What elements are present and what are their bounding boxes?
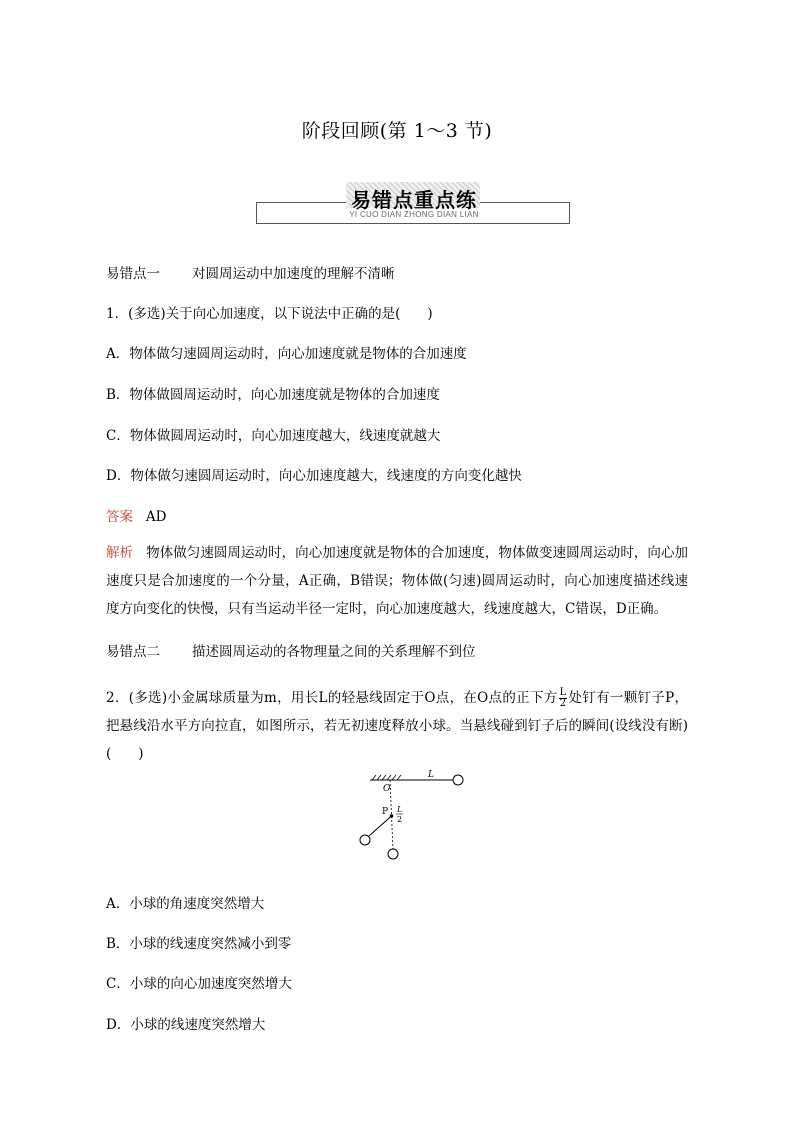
section-heading-1 [106, 262, 395, 282]
label-l: L [428, 770, 434, 780]
analysis-paragraph [106, 539, 688, 623]
fraction-numerator: L [559, 687, 567, 698]
section-heading-2 [106, 640, 476, 660]
analysis-text: 物体做匀速圆周运动时，向心加速度就是物体的合加速度，物体做变速圆周运动时，向心加速度只是合加速度的一个分量，A正确，B错误；物体做(匀速)圆周运动时，向心加速度描述线速度方向变化的快慢，只有当运动半径一定时，向心加速度越大，线速度越大，C错误，D正确。 [106, 545, 689, 617]
swinging-string [369, 816, 392, 836]
label-half-denominator: 2 [397, 815, 403, 824]
fraction-denominator: 2 [559, 698, 567, 709]
question-2-stem-part2: 处钉有一颗钉子P，把悬线沿水平方向拉直，如图所示，若无初速度释放小球。当悬线碰到钉子后的瞬间(设线没有断)( ) [106, 690, 688, 762]
label-p: P [382, 807, 389, 817]
ball-horizontal [453, 775, 463, 785]
question-1-stem: 1．(多选)关于向心加速度，以下说法中正确的是( ) [106, 306, 433, 322]
answer-label: 答案 [106, 509, 133, 525]
section-label: 易错点二 [106, 644, 160, 660]
answer-line [106, 505, 166, 525]
question-2-stem-part1: 2．(多选)小金属球质量为m，用长L的轻悬线固定于O点，在O点的正下方 [106, 690, 558, 706]
page-title: 阶段回顾(第 1～3 节) [301, 120, 493, 142]
banner-title: 易错点重点练 [351, 188, 477, 212]
question-2-option-a: A．小球的角速度突然增大 [106, 896, 265, 912]
question-2-option-d: D．小球的线速度突然增大 [106, 1017, 266, 1033]
question-2-option-c: C．小球的向心加速度突然增大 [106, 976, 292, 992]
question-2-option-b: B．小球的线速度突然减小到零 [106, 936, 292, 952]
answer-value: AD [145, 509, 167, 525]
pendulum-figure [352, 766, 474, 866]
ball-swing [360, 835, 370, 845]
question-1-option-d: D．物体做匀速圆周运动时，向心加速度越大，线速度的方向变化越快 [106, 468, 522, 484]
question-1-option-b: B．物体做圆周运动时，向心加速度就是物体的合加速度 [106, 387, 440, 403]
question-2-stem [106, 684, 688, 768]
banner-subtitle: YI CUO DIAN ZHONG DIAN LIAN [349, 210, 479, 219]
fraction-l-over-2 [559, 688, 568, 709]
ceiling-hatch [372, 775, 401, 780]
section-topic: 描述圆周运动的各物理量之间的关系理解不到位 [192, 644, 476, 660]
ball-bottom [388, 849, 398, 859]
analysis-label: 解析 [106, 545, 134, 561]
section-topic: 对圆周运动中加速度的理解不清晰 [192, 266, 395, 282]
question-1-option-a: A．物体做匀速圆周运动时，向心加速度就是物体的合加速度 [106, 346, 467, 362]
section-banner [256, 180, 572, 226]
label-half-numerator: L [397, 805, 403, 814]
section-label: 易错点一 [106, 266, 160, 282]
label-o: O [383, 784, 391, 794]
question-1-option-c: C．物体做圆周运动时，向心加速度越大，线速度就越大 [106, 428, 441, 444]
pendulum-diagram [352, 766, 474, 866]
